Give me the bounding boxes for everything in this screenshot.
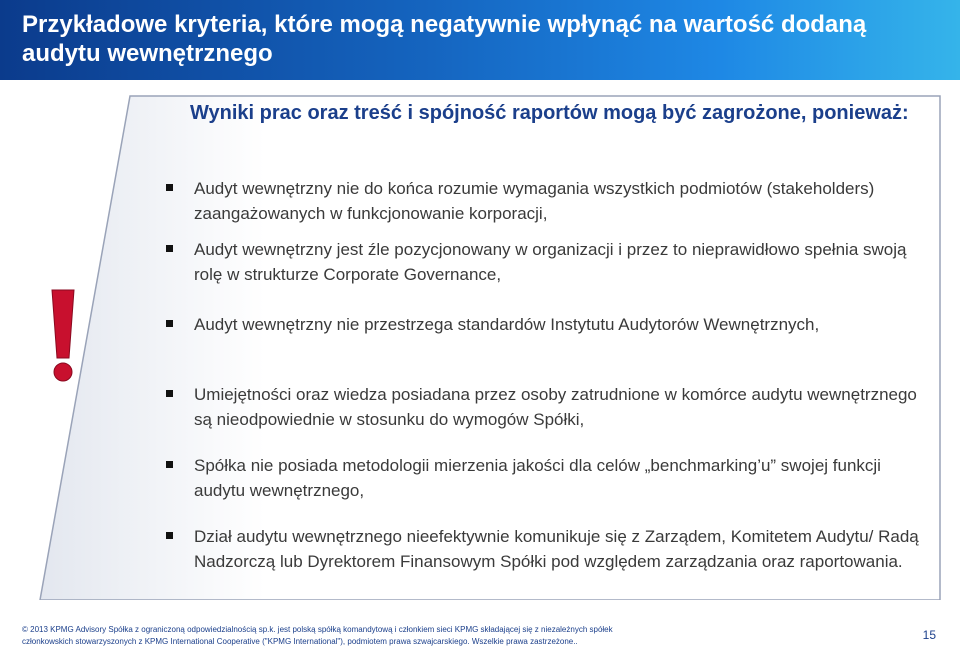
bullet-square-icon: [166, 461, 173, 468]
copyright-line-1: © 2013 KPMG Advisory Spółka z ograniczoną odpowiedzialnością sp.k. jest polską spółką komandytową i członkiem sieci KPMG składającej się z niezależnych spółek: [22, 625, 613, 634]
bullet-square-icon: [166, 390, 173, 397]
copyright-line-2: członkowskich stowarzyszonych z KPMG International Cooperative ("KPMG International"), podmiotem prawa szwajcarskiego. Wszelkie prawa zastrzeżone..: [22, 637, 578, 646]
list-item: [166, 312, 926, 337]
bullet-text: Dział audytu wewnętrznego nieefektywnie komunikuje się z Zarządem, Komitetem Audytu/ Radą Nadzorczą lub Dyrektorem Finansowym Spółki pod względem zarządzania oraz raportowania.: [194, 527, 919, 571]
lead-text: Wyniki prac oraz treść i spójność raportów mogą być zagrożone, ponieważ:: [190, 102, 909, 124]
list-item: [166, 237, 926, 287]
bullet-text: Audyt wewnętrzny nie przestrzega standardów Instytutu Audytorów Wewnętrznych,: [194, 315, 820, 334]
list-item: [166, 524, 926, 574]
list-item: [166, 382, 926, 432]
bullet-square-icon: [166, 532, 173, 539]
bullet-square-icon: [166, 245, 173, 252]
bullet-text: Audyt wewnętrzny nie do końca rozumie wymagania wszystkich podmiotów (stakeholders) zaangażowanych w funkcjonowanie korporacji,: [194, 179, 875, 223]
bullet-text: Umiejętności oraz wiedza posiadana przez osoby zatrudnione w komórce audytu wewnętrznego są nieodpowiednie w stosunku do wymogów Spółki,: [194, 385, 917, 429]
bullet-text: Audyt wewnętrzny jest źle pozycjonowany w organizacji i przez to nieprawidłowo spełnia swoją rolę w strukturze Corporate Governance,: [194, 240, 907, 284]
bullet-square-icon: [166, 320, 173, 327]
bullet-square-icon: [166, 184, 173, 191]
slide-title: Przykładowe kryteria, które mogą negatywnie wpłynąć na wartość dodaną audytu wewnętrznego: [22, 11, 867, 67]
list-item: [166, 453, 926, 503]
exclamation-icon: [16, 286, 108, 386]
bullet-text: Spółka nie posiada metodologii mierzenia jakości dla celów „benchmarking’u” swojej funkcji audytu wewnętrznego,: [194, 456, 881, 500]
list-item: [166, 176, 926, 226]
copyright-notice: [22, 624, 782, 648]
page-number: 15: [922, 628, 936, 642]
